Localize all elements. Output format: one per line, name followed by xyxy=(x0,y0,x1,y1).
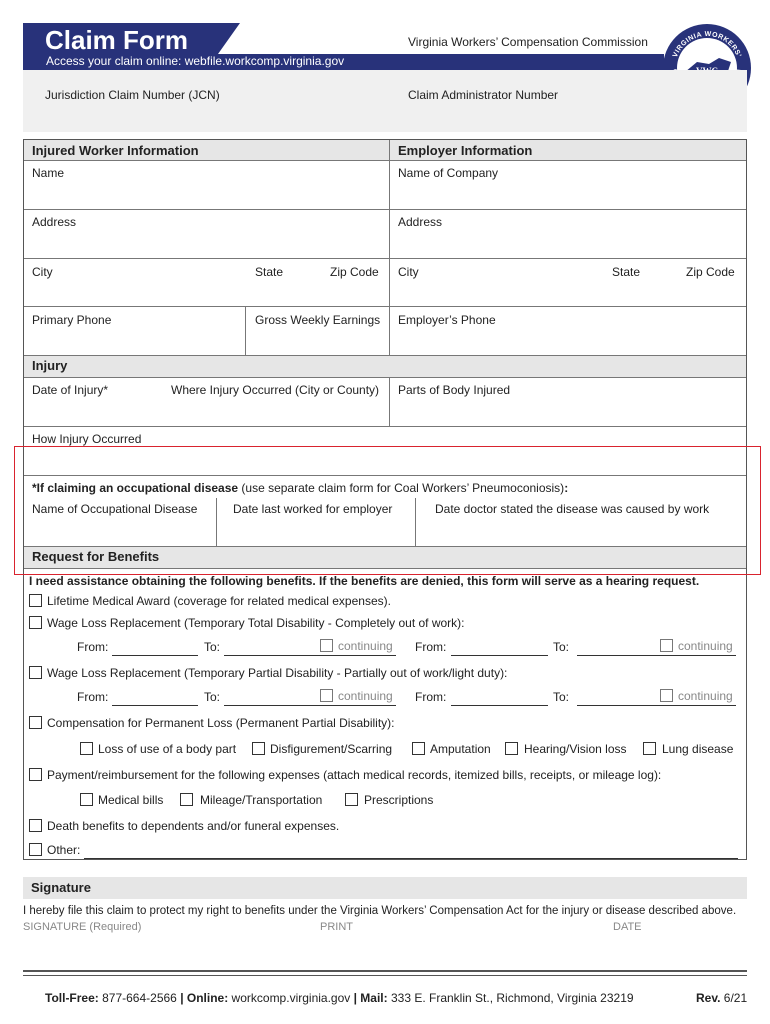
ppd-lung-label: Lung disease xyxy=(662,742,734,756)
online-label: Online: xyxy=(183,991,229,1005)
other-checkbox[interactable] xyxy=(29,843,42,856)
worker-info-header: Injured Worker Information xyxy=(32,143,199,158)
signature-header-label: Signature xyxy=(31,880,91,895)
medical-bills-label: Medical bills xyxy=(98,793,164,807)
mileage-checkbox[interactable] xyxy=(180,793,193,806)
ppd-body-part-label: Loss of use of a body part xyxy=(98,742,237,756)
benefits-intro: I need assistance obtaining the following benefits. If the benefits are denied, this form will serve as a hearing request. xyxy=(29,574,700,588)
ttd-from-field[interactable] xyxy=(112,655,198,656)
ttd-to-label: To: xyxy=(204,640,221,654)
mileage-label: Mileage/Transportation xyxy=(200,793,323,807)
tpd-to-field[interactable] xyxy=(224,705,396,706)
tpd-to2-field[interactable] xyxy=(577,705,736,706)
death-benefits-label: Death benefits to dependents and/or funeral expenses. xyxy=(47,819,340,833)
worker-state-label: State xyxy=(255,265,284,279)
mail-label: Mail: xyxy=(356,991,388,1005)
disease-name-label: Name of Occupational Disease xyxy=(32,502,198,516)
tpd-to-label: To: xyxy=(204,690,221,704)
tpd-label: Wage Loss Replacement (Temporary Partial Disability - Partially out of work/light duty): xyxy=(47,666,508,680)
ttd-to2-label: To: xyxy=(553,640,570,654)
employer-phone-label: Employer’s Phone xyxy=(398,313,496,327)
tpd-from-field[interactable] xyxy=(112,705,198,706)
ttd-continuing-checkbox[interactable] xyxy=(320,639,333,652)
employer-address-label: Address xyxy=(398,215,443,229)
employer-state-label: State xyxy=(612,265,641,279)
ppd-label: Compensation for Permanent Loss (Permanent Partial Disability): xyxy=(47,716,395,730)
last-worked-label: Date last worked for employer xyxy=(233,502,393,516)
tpd-to2-label: To: xyxy=(553,690,570,704)
signature-header xyxy=(23,877,747,899)
online-url[interactable]: workcomp.virginia.gov xyxy=(228,991,354,1005)
tpd-continuing2-checkbox[interactable] xyxy=(660,689,673,702)
benefits-header-label: Request for Benefits xyxy=(32,549,160,564)
employer-zip-label: Zip Code xyxy=(686,265,735,279)
ppd-hearing-checkbox[interactable] xyxy=(505,742,518,755)
footer-sep-2: | xyxy=(353,991,357,1005)
ttd-label: Wage Loss Replacement (Temporary Total Disability - Completely out of work): xyxy=(47,616,465,630)
doctor-date-label: Date doctor stated the disease was caused by work xyxy=(435,502,710,516)
injury-date-label: Date of Injury* xyxy=(32,383,109,397)
tpd-from2-field[interactable] xyxy=(451,705,548,706)
highlight-box xyxy=(14,446,761,575)
occupational-colon: : xyxy=(564,481,569,495)
prescriptions-checkbox[interactable] xyxy=(345,793,358,806)
rev-value: 6/21 xyxy=(720,991,748,1005)
seal-text-top: VIRGINIA WORKERS' xyxy=(671,30,743,59)
worker-name-label: Name xyxy=(32,166,65,180)
signature-label: SIGNATURE (Required) xyxy=(23,921,142,933)
print-label: PRINT xyxy=(320,921,353,933)
revision xyxy=(696,991,747,1005)
worker-city-label: City xyxy=(32,265,53,279)
jcn-label: Jurisdiction Claim Number (JCN) xyxy=(45,88,220,102)
ppd-amputation-label: Amputation xyxy=(430,742,491,756)
ppd-checkbox[interactable] xyxy=(29,716,42,729)
payment-label: Payment/reimbursement for the following expenses (attach medical records, itemized bills, receipts, or mileage log): xyxy=(47,768,662,782)
employer-info-header: Employer Information xyxy=(398,143,533,158)
payment-checkbox[interactable] xyxy=(29,768,42,781)
ttd-continuing-label: continuing xyxy=(338,639,393,653)
tpd-checkbox[interactable] xyxy=(29,666,42,679)
worker-address-label: Address xyxy=(32,215,77,229)
form-title: Claim Form xyxy=(45,25,189,55)
ttd-from2-label: From: xyxy=(415,640,447,654)
tollfree-number: 877-664-2566 xyxy=(98,991,181,1005)
date-label: DATE xyxy=(613,921,642,933)
mail-address: 333 E. Franklin St., Richmond, Virginia 23219 xyxy=(387,991,634,1005)
prescriptions-label: Prescriptions xyxy=(364,793,434,807)
footer-contact xyxy=(45,991,634,1005)
ppd-disfigurement-checkbox[interactable] xyxy=(252,742,265,755)
other-label: Other: xyxy=(47,843,81,857)
lifetime-medical-checkbox[interactable] xyxy=(29,594,42,607)
ppd-disfigurement-label: Disfigurement/Scarring xyxy=(270,742,393,756)
injury-location-label: Where Injury Occurred (City or County) xyxy=(171,383,380,397)
gross-earnings-label: Gross Weekly Earnings xyxy=(255,313,381,327)
signature-statement: I hereby file this claim to protect my right to benefits under the Virginia Workers’ Compensation Act for the injury or disease described above. xyxy=(23,905,737,917)
worker-zip-label: Zip Code xyxy=(330,265,379,279)
tpd-continuing-checkbox[interactable] xyxy=(320,689,333,702)
ppd-body-part-checkbox[interactable] xyxy=(80,742,93,755)
ppd-amputation-checkbox[interactable] xyxy=(412,742,425,755)
footer-sep-1: | xyxy=(180,991,184,1005)
ppd-hearing-label: Hearing/Vision loss xyxy=(524,742,627,756)
occupational-note: (use separate claim form for Coal Workers’ Pneumoconiosis) xyxy=(238,481,565,495)
claim-admin-number-label: Claim Administrator Number xyxy=(408,88,559,102)
ttd-to2-field[interactable] xyxy=(577,655,736,656)
injury-header xyxy=(24,356,746,377)
tollfree-label: Toll-Free: xyxy=(45,991,99,1005)
injury-header-label: Injury xyxy=(32,358,68,373)
ttd-continuing2-label: continuing xyxy=(678,639,733,653)
tpd-from-label: From: xyxy=(77,690,109,704)
rev-label: Rev. xyxy=(696,991,721,1005)
ppd-lung-checkbox[interactable] xyxy=(643,742,656,755)
ttd-checkbox[interactable] xyxy=(29,616,42,629)
agency-name: Virginia Workers’ Compensation Commission xyxy=(408,35,648,49)
death-benefits-checkbox[interactable] xyxy=(29,819,42,832)
medical-bills-checkbox[interactable] xyxy=(80,793,93,806)
ttd-to-field[interactable] xyxy=(224,655,396,656)
tpd-continuing-label: continuing xyxy=(338,689,393,703)
company-name-label: Name of Company xyxy=(398,166,499,180)
ttd-from-label: From: xyxy=(77,640,109,654)
how-injury-label: How Injury Occurred xyxy=(32,432,142,446)
tpd-continuing2-label: continuing xyxy=(678,689,733,703)
online-access-text: Access your claim online: webfile.workcomp.virginia.gov xyxy=(46,54,345,68)
ttd-continuing2-checkbox[interactable] xyxy=(660,639,673,652)
employer-city-label: City xyxy=(398,265,419,279)
lifetime-medical-label: Lifetime Medical Award (coverage for related medical expenses). xyxy=(47,594,391,608)
occupational-lead: *If claiming an occupational disease xyxy=(32,481,239,495)
body-parts-label: Parts of Body Injured xyxy=(398,383,511,397)
worker-phone-label: Primary Phone xyxy=(32,313,112,327)
other-field[interactable] xyxy=(84,858,738,859)
ttd-from2-field[interactable] xyxy=(451,655,548,656)
tpd-from2-label: From: xyxy=(415,690,447,704)
